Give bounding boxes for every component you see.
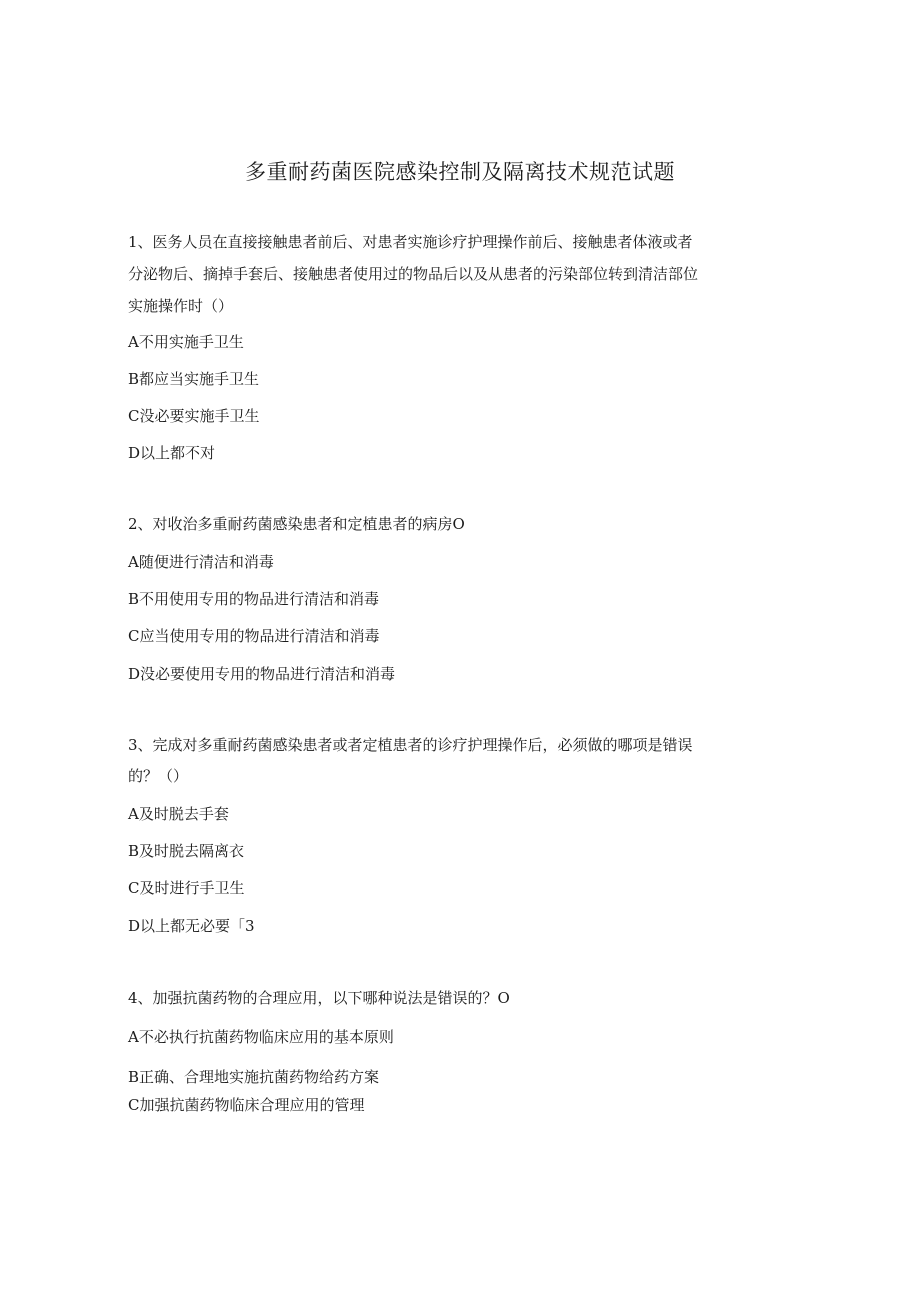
question-4-option-c: C加强抗菌药物临床合理应用的管理 <box>128 1096 365 1114</box>
question-1-option-d: D以上都不对 <box>128 444 216 462</box>
question-1-option-c: C没必要实施手卫生 <box>128 407 260 425</box>
question-3-option-c: C及时进行手卫生 <box>128 879 245 897</box>
question-1-stem-line-2: 分泌物后、摘掉手套后、接触患者使用过的物品后以及从患者的污染部位转到清洁部位 <box>128 265 699 283</box>
question-2-option-a: A随便进行清洁和消毒 <box>128 553 274 571</box>
question-3-stem-line-2: 的？（） <box>128 767 189 785</box>
question-4-option-b: B正确、合理地实施抗菌药物给药方案 <box>128 1068 380 1086</box>
question-1-option-a: A不用实施手卫生 <box>128 333 244 351</box>
question-2-option-d: D没必要使用专用的物品进行清洁和消毒 <box>128 665 396 683</box>
question-3-option-d: D以上都无必要「3 <box>128 917 255 935</box>
question-1-stem-line-1: 1、医务人员在直接接触患者前后、对患者实施诊疗护理操作前后、接触患者体液或者 <box>128 233 693 251</box>
question-2-stem-line-1: 2、对收治多重耐药菌感染患者和定植患者的病房O <box>128 515 465 533</box>
question-4-stem-line-1: 4、加强抗菌药物的合理应用，以下哪种说法是错误的？O <box>128 989 510 1007</box>
question-3-stem-line-1: 3、完成对多重耐药菌感染患者或者定植患者的诊疗护理操作后，必须做的哪项是错误 <box>128 736 693 754</box>
question-1-option-b: B都应当实施手卫生 <box>128 370 260 388</box>
question-3-option-a: A及时脱去手套 <box>128 805 229 823</box>
question-4-option-a: A不必执行抗菌药物临床应用的基本原则 <box>128 1028 394 1046</box>
question-2-option-b: B不用使用专用的物品进行清洁和消毒 <box>128 590 380 608</box>
question-3-option-b: B及时脱去隔离衣 <box>128 842 245 860</box>
document-title: 多重耐药菌医院感染控制及隔离技术规范试题 <box>245 160 675 184</box>
question-1-stem-line-3: 实施操作时（） <box>128 297 234 315</box>
question-2-option-c: C应当使用专用的物品进行清洁和消毒 <box>128 627 380 645</box>
